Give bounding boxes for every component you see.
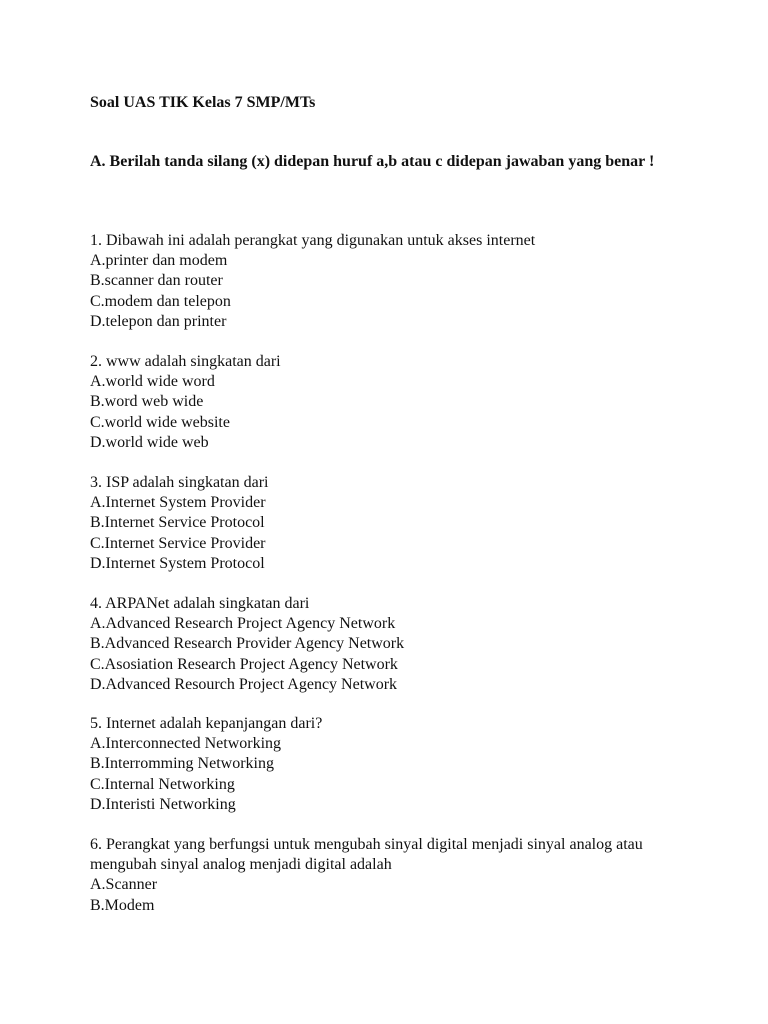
answer-option: C.Asosiation Research Project Agency Network — [90, 655, 398, 673]
section-instruction: A. Berilah tanda silang (x) didepan huruf a,b atau c didepan jawaban yang benar ! — [90, 153, 655, 170]
question-2 — [90, 352, 700, 453]
answer-option: A.world wide word — [90, 373, 215, 391]
answer-option: D.world wide web — [90, 433, 209, 451]
answer-option: A.printer dan modem — [90, 252, 228, 270]
answer-option: B.scanner dan router — [90, 272, 223, 290]
answer-option: D.Internet System Protocol — [90, 554, 265, 572]
question-text: 2. www adalah singkatan dari — [90, 353, 281, 370]
answer-option: D.telepon dan printer — [90, 312, 227, 330]
question-6 — [90, 835, 700, 916]
question-text: 1. Dibawah ini adalah perangkat yang digunakan untuk akses internet — [90, 232, 536, 249]
question-text: 5. Internet adalah kepanjangan dari? — [90, 715, 323, 732]
answer-option: A.Internet System Provider — [90, 494, 266, 512]
answer-option: C.modem dan telepon — [90, 292, 231, 310]
answer-option: B.Interromming Networking — [90, 755, 274, 773]
answer-option: B.Advanced Research Provider Agency Network — [90, 635, 405, 653]
answer-option: A.Interconnected Networking — [90, 735, 282, 753]
question-text: 3. ISP adalah singkatan dari — [90, 474, 269, 491]
answer-option: B.word web wide — [90, 393, 204, 411]
answer-option: C.Internet Service Provider — [90, 534, 266, 552]
answer-option: D.Advanced Resourch Project Agency Network — [90, 675, 398, 693]
question-1 — [90, 231, 700, 332]
answer-option: B.Modem — [90, 896, 155, 914]
document-title: Soal UAS TIK Kelas 7 SMP/MTs — [90, 94, 316, 111]
question-3 — [90, 473, 700, 574]
question-4 — [90, 594, 700, 695]
question-text: 4. ARPANet adalah singkatan dari — [90, 595, 310, 612]
question-text: 6. Perangkat yang berfungsi untuk mengubah sinyal digital menjadi sinyal analog atau mengubah sinyal analog menjadi digital adalah — [90, 836, 643, 874]
answer-option: A.Advanced Research Project Agency Network — [90, 615, 396, 633]
answer-option: B.Internet Service Protocol — [90, 514, 265, 532]
answer-option: D.Interisti Networking — [90, 795, 236, 813]
answer-option: A.Scanner — [90, 876, 158, 894]
answer-option: C.world wide website — [90, 413, 230, 431]
answer-option: C.Internal Networking — [90, 775, 235, 793]
question-5 — [90, 714, 700, 815]
